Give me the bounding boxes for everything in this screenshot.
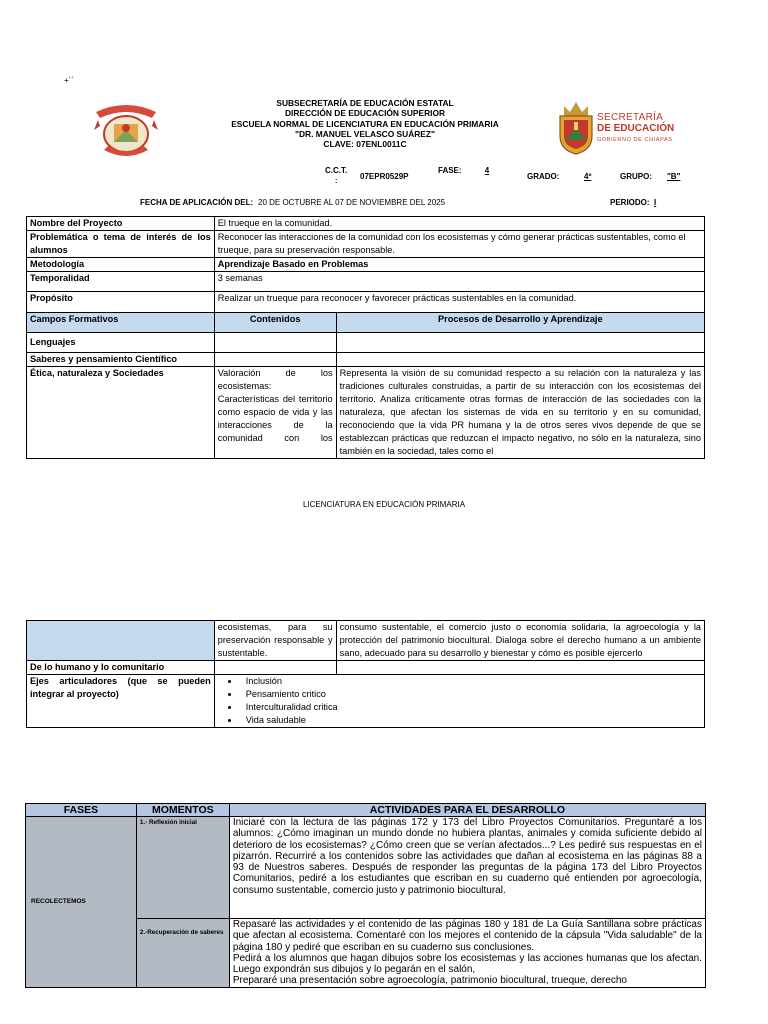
- activity-2: [229, 919, 705, 988]
- secretaria-bold: DE EDUCACIÓN: [597, 123, 675, 134]
- proposito-value: Realizar un trueque para reconocer y favorecer prácticas sustentables en la comunidad.: [214, 292, 704, 313]
- actividades-header: ACTIVIDADES PARA EL DESARROLLO: [229, 804, 705, 817]
- ejes-label: Ejes articuladores (que se pueden integrar al proyecto): [27, 675, 215, 728]
- fecha-value: 20 DE OCTUBRE AL 07 DE NOVIEMBRE DEL 2025: [258, 198, 446, 207]
- top-mark: +´´: [64, 76, 74, 85]
- campos-header: Campos Formativos: [27, 313, 215, 333]
- metodologia-value: Aprendizaje Basado en Problemas: [214, 258, 704, 272]
- saberes-contenido: [214, 353, 336, 367]
- header-line-2: DIRECCIÓN DE EDUCACIÓN SUPERIOR: [284, 108, 446, 119]
- eje-item: • Inclusión: [240, 675, 701, 688]
- secretaria-name: SECRETARÍA: [597, 112, 664, 123]
- cct-colon: :: [335, 178, 338, 185]
- campo-lenguajes: Lenguajes: [27, 333, 215, 353]
- lenguajes-contenido: [214, 333, 336, 353]
- campo-etica: Ética, naturaleza y Sociedades: [27, 367, 215, 459]
- etica-proceso-1: Representa la visión de su comunidad respecto a su relación con la naturaleza y las tradiciones culturales construidas, a partir de su interacción con los ecosistemas del territorio. Analiza críticamente otras formas de interacción de las sociedades con la naturaleza, que afectan los sistemas de vida en su territorio y en su comunidad, reconociendo que la vida PR humana y la de otros seres vivos depende de que se establezcan prácticas que reduzcan el impacto negativo, no sólo en la naturaleza, sino también en la sociedad, tales como el: [336, 367, 704, 459]
- humano-label: De lo humano y lo comunitario: [27, 661, 215, 675]
- fase-value: 4: [484, 166, 490, 175]
- periodo-label: PERIODO:: [610, 198, 650, 207]
- activity-2-paragraph: Pedirá a los alumnos que hagan dibujos sobre los ecosistemas y las acciones humanas que los afectan. Luego expondrán sus dibujos y lo pegarán en el salón,: [232, 952, 702, 976]
- campo-saberes: Saberes y pensamiento Científico: [27, 353, 215, 367]
- fecha-label: FECHA DE APLICACIÓN DEL:: [140, 198, 254, 207]
- temporalidad-label: Temporalidad: [27, 272, 215, 292]
- temporalidad-value: 3 semanas: [214, 272, 704, 292]
- proposito-label: Propósito: [27, 292, 215, 313]
- grupo-label: GRUPO:: [620, 172, 652, 181]
- header-line-3: ESCUELA NORMAL DE LICENCIATURA EN EDUCACIÓN PRIMARIA: [231, 118, 499, 129]
- moment-1: 1.- Reflexión inicial: [136, 817, 229, 919]
- activity-1: Iniciaré con la lectura de las páginas 172 y 173 del Libro Proyectos Comunitarios. Preguntaré a los alumnos: ¿Cómo imaginan un mundo donde no hubiera plantas, animales y comida suficiente debido al deterioro de los ecosistemas? ¿Cómo creen que se verían afectados...? Les pediré sus respuestas en el pizarrón. Recurriré a los contenidos sobre las actividades que dañan al ecosistema en las páginas 88 a 93 de Nuestros saberes. Después de responder las preguntas de la página 173 del Libro Proyectos Comunitarios, pediré a los estudiantes que escriban en su cuaderno qué entienden por agroecología, consumo sustentable, comercio justo y patrimonio biocultural.: [229, 817, 705, 919]
- header-line-4: "DR. MANUEL VELASCO SUÁREZ": [295, 128, 435, 139]
- grado-value: 4º: [584, 172, 592, 181]
- saberes-proceso: [336, 353, 704, 367]
- grado-label: GRADO:: [527, 172, 560, 181]
- contenidos-header: Contenidos: [214, 313, 336, 333]
- nombre-value: El trueque en la comunidad.: [214, 217, 704, 231]
- fase-label: FASE:: [438, 166, 462, 175]
- periodo-value: I: [654, 198, 657, 207]
- moment-2: 2.-Recuperación de saberes: [136, 919, 229, 988]
- humano-contenido: [214, 661, 336, 675]
- problematica-label: Problemática o tema de interés de los alumnos: [27, 231, 215, 258]
- project-table-continued: [26, 620, 705, 728]
- institution-header: [200, 98, 530, 149]
- metodologia-label: Metodología: [27, 258, 215, 272]
- activity-2-paragraph: Repasaré las actividades y el contenido de las páginas 180 y 181 de La Guía Santillana sobre prácticas que afectan al ecosistema. Comentaré con los mejores el contenido de la cápsula "Vida saludable" de la página 180 y pediré que escriban en su cuaderno sus conclusiones.: [232, 919, 702, 953]
- etica-continued-label: [27, 621, 215, 661]
- activity-2-paragraph: Prepararé una presentación sobre agroecología, patrimonio biocultural, trueque, derecho: [232, 975, 627, 987]
- school-logo: [92, 100, 160, 160]
- header-line-5: CLAVE: 07ENL0011C: [323, 139, 407, 150]
- secretaria-sub: GOBIERNO DE CHIAPAS: [597, 137, 673, 143]
- ejes-list-cell: [214, 675, 704, 728]
- humano-proceso: [336, 661, 704, 675]
- fases-header: FASES: [26, 804, 137, 817]
- activities-table: [25, 803, 706, 988]
- phase-cell: [26, 817, 137, 988]
- procesos-header: Procesos de Desarrollo y Aprendizaje: [336, 313, 704, 333]
- cct-label: C.C.T.: [325, 166, 348, 175]
- problematica-value: Reconocer las interacciones de la comunidad con los ecosistemas y cómo generar prácticas sustentables, como el trueque, para su preservación responsable.: [214, 231, 704, 258]
- phase-label: RECOLECTEMOS: [31, 898, 86, 906]
- grupo-value: "B": [667, 172, 681, 181]
- etica-proceso-2: consumo sustentable, el comercio justo o economía solidaria, la agroecología y la protección del patrimonio biocultural. Dialoga sobre el derecho humano a un ambiente sano, adecuado para su desarrollo y bienestar y cómo es posible ejercerlo: [336, 621, 704, 661]
- ejes-list: [218, 675, 701, 727]
- eje-item: • Interculturalidad critica: [240, 701, 701, 714]
- page-footer: LICENCIATURA EN EDUCACIÓN PRIMARIA: [302, 500, 466, 509]
- nombre-label: Nombre del Proyecto: [27, 217, 215, 231]
- etica-contenido-2: ecosistemas, para su preservación responsable y sustentable.: [214, 621, 336, 661]
- etica-contenido-1: Valoración de los ecosistemas: Características del territorio como espacio de vida y las interacciones de la comunidad con los: [214, 367, 336, 459]
- eje-item: • Pensamiento critico: [240, 688, 701, 701]
- project-table: [26, 216, 705, 459]
- header-line-1: SUBSECRETARÍA DE EDUCACIÓN ESTATAL: [276, 98, 454, 108]
- eje-item: • Vida saludable: [240, 714, 701, 727]
- cct-value: 07EPR0529P: [360, 172, 409, 181]
- lenguajes-proceso: [336, 333, 704, 353]
- momentos-header: MOMENTOS: [136, 804, 229, 817]
